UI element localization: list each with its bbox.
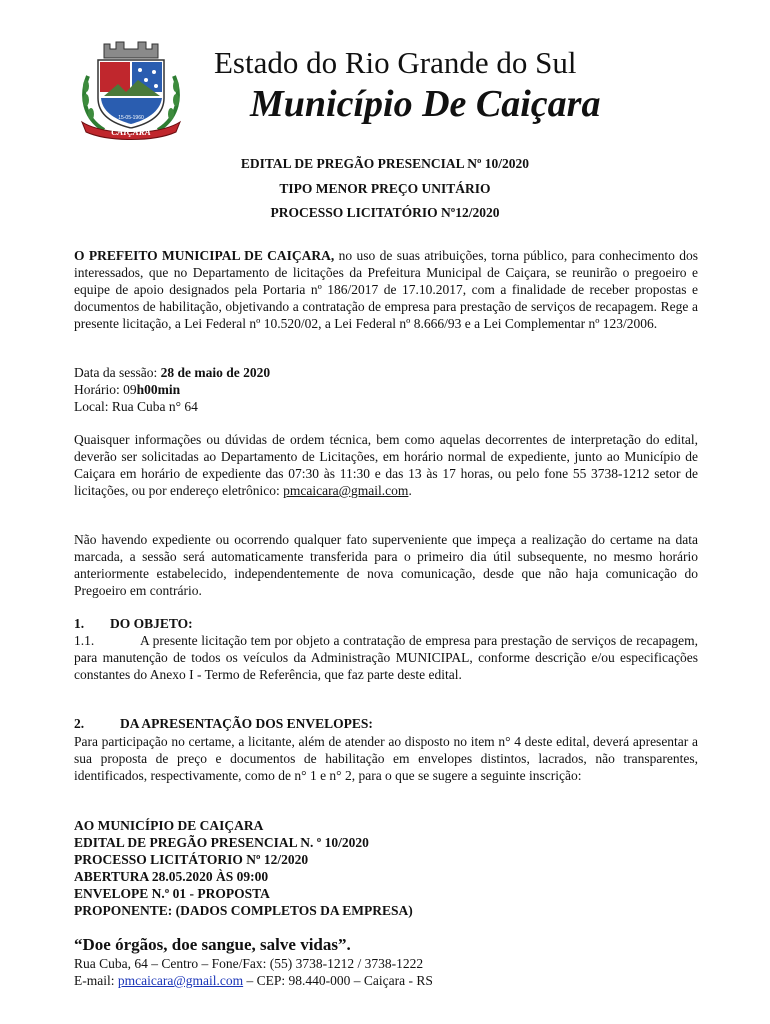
envelope-line-2: EDITAL DE PREGÃO PRESENCIAL N. º 10/2020 bbox=[74, 835, 369, 850]
section1-body bbox=[74, 632, 698, 683]
section1-text-b: , para manutenção de todos os veículos da Administração MUNICIPAL, conforme descrição e/ou especificações constantes do Anexo I - Termo de Referência, que faz parte deste edital. bbox=[74, 633, 698, 682]
envelope-line-6: PROPONENTE: (DADOS COMPLETOS DA EMPRESA) bbox=[74, 903, 413, 918]
header-state-title: Estado do Rio Grande do Sul bbox=[214, 45, 577, 80]
envelope-line-4: ABERTURA 28.05.2020 ÀS 09:00 bbox=[74, 869, 269, 884]
section1-heading bbox=[74, 615, 193, 632]
session-time-value: h00min bbox=[136, 382, 181, 397]
session-date-label: Data da sessão: bbox=[74, 365, 161, 380]
municipal-crest-logo bbox=[74, 36, 188, 140]
envelope-line-5: ENVELOPE N.º 01 - PROPOSTA bbox=[74, 886, 270, 901]
info-email-link[interactable]: pmcaicara@gmail.com bbox=[283, 483, 409, 498]
header-municipality-title: Município De Caiçara bbox=[250, 83, 601, 125]
section2-title: DA APRESENTAÇÃO DOS ENVELOPES: bbox=[120, 716, 373, 731]
section1-subnumber: 1.1. bbox=[74, 633, 95, 648]
session-date-value: 28 de maio de 2020 bbox=[160, 365, 271, 380]
section1-number: 1. bbox=[74, 616, 85, 631]
footer-email-label: E-mail: bbox=[74, 973, 118, 988]
edital-title: EDITAL DE PREGÃO PRESENCIAL Nº 10/2020 bbox=[240, 156, 530, 171]
crest-ribbon-text: CAIÇARA bbox=[111, 127, 151, 137]
session-place: Local: Rua Cuba n° 64 bbox=[74, 399, 198, 414]
intro-text: no uso de suas atribuições, torna público, para conhecimento dos interessados, que no Departamento de licitações da Prefeitura Municipal de Caiçara, se reunirão o pregoeiro e equipe de apoio designados pela Portaria nº 186/2017 de 17.10.2017, com a finalidade de receber propostas e documentos de habilitação, objetivando a contratação de empresa para prestação de serviços de recapagem. Rege a presente licitação, a Lei Federal nº 10.520/02, a Lei Federal nº 8.666/93 e a Lei Complementar nº 123/2006. bbox=[74, 248, 698, 331]
envelope-line-1: AO MUNICÍPIO DE CAIÇARA bbox=[74, 818, 264, 833]
section2-number: 2. bbox=[74, 716, 85, 731]
footer-quote: “Doe órgãos, doe sangue, salve vidas”. bbox=[74, 935, 351, 954]
section1-title: DO OBJETO: bbox=[110, 616, 193, 631]
footer-email-link[interactable]: pmcaicara@gmail.com bbox=[117, 973, 244, 988]
section2-body bbox=[74, 733, 698, 784]
edital-type: TIPO MENOR PREÇO UNITÁRIO bbox=[279, 181, 491, 196]
session-time-label: Horário: 09 bbox=[74, 382, 137, 397]
info-paragraph bbox=[74, 431, 698, 499]
info-end: . bbox=[408, 483, 412, 498]
section2-text: Para participação no certame, a licitante, além de atender ao disposto no item n° 4 deste edital, deverá apresentar a sua proposta de preço e documentos de habilitação em envelopes distintos, lacrados, não transparentes, identificados, respectivamente, como de n° 1 e n° 2, para o que se sugere a seguinte inscrição: bbox=[74, 734, 698, 783]
envelope-inscription bbox=[74, 817, 413, 919]
section2-heading bbox=[74, 715, 373, 732]
section1-text-a: A presente licitação tem por objeto a contratação de empresa para prestação de serviços de recapagem bbox=[140, 633, 695, 648]
info-text: Quaisquer informações ou dúvidas de ordem técnica, bem como aquelas decorrentes de interpretação do edital, deverão ser solicitadas ao Departamento de Licitações, em horário normal de expediente, junto ao Município de Caiçara em horário de expediente das 07:30 às 11:30 e das 13 às 17 horas, ou pelo fone 55 3738-1212 setor de licitações, ou por endereço eletrônico: bbox=[74, 432, 698, 498]
session-info bbox=[74, 364, 698, 415]
envelope-line-3: PROCESSO LICITÁTORIO Nº 12/2020 bbox=[74, 852, 309, 867]
intro-paragraph bbox=[74, 247, 698, 332]
footer-cep: – CEP: 98.440-000 – Caiçara - RS bbox=[243, 973, 433, 988]
edital-process: PROCESSO LICITATÓRIO Nº12/2020 bbox=[270, 205, 500, 220]
footer-contact bbox=[74, 972, 433, 989]
no-expedient-paragraph bbox=[74, 531, 698, 599]
footer-address: Rua Cuba, 64 – Centro – Fone/Fax: (55) 3738-1212 / 3738-1222 bbox=[74, 956, 424, 971]
intro-lead: O PREFEITO MUNICIPAL DE CAIÇARA, bbox=[74, 248, 335, 263]
no-expedient-text: Não havendo expediente ou ocorrendo qualquer fato superveniente que impeça a realização do certame na data marcada, a sessão será automaticamente transferida para o primeiro dia útil subsequente, no mesmo horário anteriormente estabelecido, independentemente de nova comunicação, desde que não haja comunicação do Pregoeiro em contrário. bbox=[74, 532, 698, 598]
crest-date-text: 15-05-1960 bbox=[118, 115, 144, 121]
